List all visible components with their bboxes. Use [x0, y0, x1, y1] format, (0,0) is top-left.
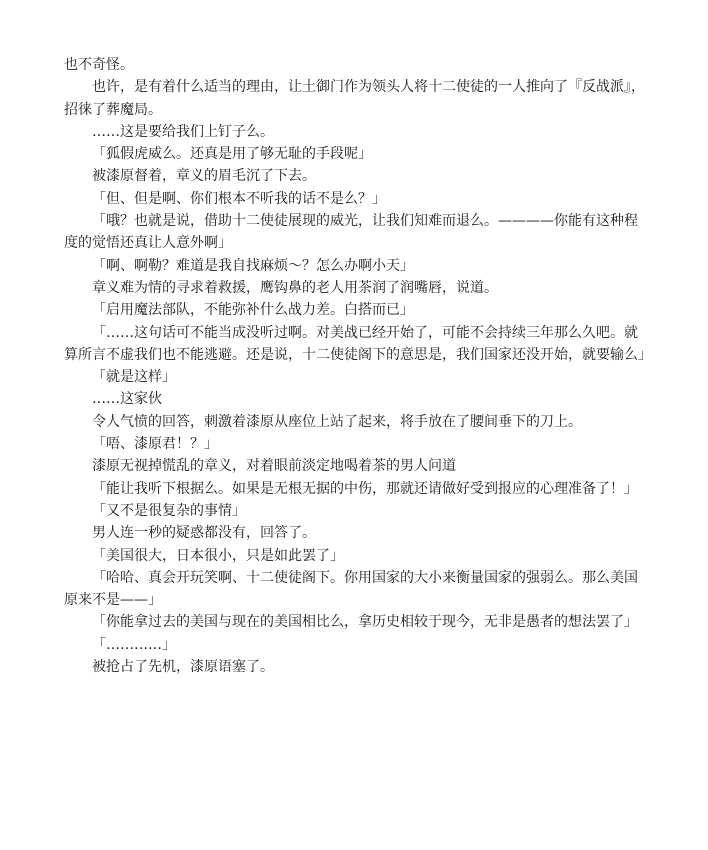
paragraph: 「你能拿过去的美国与现在的美国相比么，拿历史相较于现今，无非是愚者的想法罢了」: [92, 614, 638, 631]
paragraph: 「哈哈、真会开玩笑啊、十二使徒阁下。你用国家的大小来衡量国家的强弱么。那么美国原来不是——」: [64, 569, 638, 609]
paragraph: 「啊、啊勒？难道是我自找麻烦～？怎么办啊小天」: [92, 257, 414, 274]
paragraph: ……这家伙: [92, 391, 162, 408]
paragraph: 男人连一秒的疑惑都没有，回答了。: [92, 525, 316, 542]
paragraph: ……这是要给我们上钉子么。: [92, 123, 274, 140]
paragraph: 令人气愤的回答，刺激着漆原从座位上站了起来，将手放在了腰间垂下的刀上。: [92, 413, 582, 430]
paragraph: 漆原无视掉慌乱的章义，对着眼前淡定地喝着茶的男人问道: [92, 458, 456, 475]
paragraph: 「能让我听下根据么。如果是无根无据的中伤，那就还请做好受到报应的心理准备了！」: [92, 480, 638, 497]
paragraph: 也许，是有着什么适当的理由，让土御门作为领头人将十二使徒的一人推向了『反战派』，招徕了葬魔局。: [64, 79, 645, 118]
paragraph: 也不奇怪。: [64, 57, 134, 73]
paragraph: 章义难为情的寻求着救援，鹰钩鼻的老人用茶润了润嘴唇，说道。: [92, 279, 498, 296]
paragraph: 「就是这样」: [92, 369, 176, 386]
paragraph: 被抢占了先机，漆原语塞了。: [92, 659, 274, 676]
paragraph: 「启用魔法部队，不能弥补什么战力差。白搭而已」: [92, 302, 414, 319]
paragraph: 「狐假虎威么。还真是用了够无耻的手段呢」: [92, 146, 372, 163]
paragraph: 被漆原督着，章义的眉毛沉了下去。: [92, 168, 316, 185]
paragraph: 「唔、漆原君！？」: [92, 436, 218, 453]
paragraph: 「哦？也就是说，借助十二使徒展现的威光，让我们知难而退么。————你能有这种程度的觉悟还真让人意外啊」: [64, 213, 638, 252]
paragraph: 「但、但是啊、你们根本不听我的话不是么？」: [92, 190, 386, 207]
paragraph: 「……这句话可不能当成没听过啊。对美战已经开始了，可能不会持续三年那么久吧。就算所言不虚我们也不能逃避。还是说，十二使徒阁下的意思是，我们国家还没开始，就要输么」: [64, 324, 652, 363]
paragraph: 「…………」: [92, 636, 176, 653]
paragraph: 「美国很大，日本很小，只是如此罢了」: [92, 547, 344, 564]
paragraph: 「又不是很复杂的事情」: [92, 502, 246, 519]
